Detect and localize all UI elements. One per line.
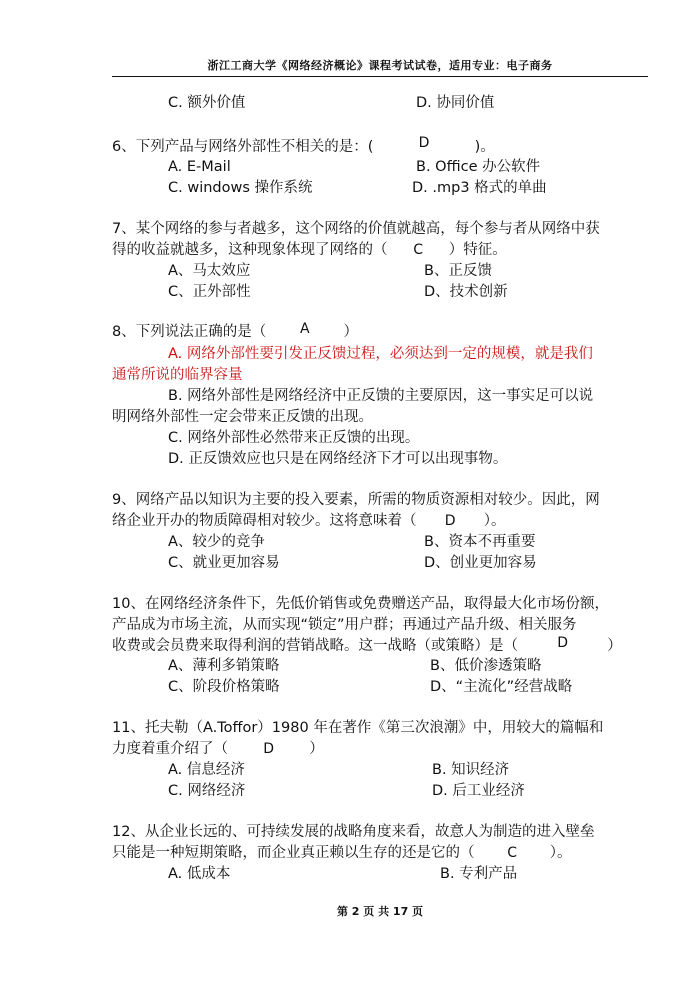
q12-line-2-text-a: 只能是一种短期策略，而企业真正赖以生存的还是它的（ xyxy=(112,845,475,861)
q9-option-b: B、资本不再重要 xyxy=(424,534,536,550)
q8-option-b-line-2: 明网络外部性一定会带来正反馈的出现。 xyxy=(112,409,373,425)
q10-option-c: C、阶段价格策略 xyxy=(168,679,280,695)
q10-line-3 xyxy=(112,636,622,656)
header-title: 浙江工商大学《网络经济概论》课程考试试卷，适用专业：电子商务 xyxy=(207,59,553,72)
q6-option-a: A. E-Mail xyxy=(168,159,231,175)
q7-option-b: B、正反馈 xyxy=(424,263,492,279)
q11-line-2-text-b: ） xyxy=(309,741,324,757)
q11-option-b: B. 知识经济 xyxy=(432,762,510,778)
q10-line-3-text-b: ） xyxy=(607,638,622,654)
q8-stem xyxy=(112,322,358,342)
q9-option-d: D、创业更加容易 xyxy=(424,555,537,571)
q9-option-a: A、较少的竞争 xyxy=(168,534,265,550)
q11-option-a: A. 信息经济 xyxy=(168,762,245,778)
q8-option-a-line-1: A. 网络外部性要引发正反馈过程，必须达到一定的规模，就是我们 xyxy=(168,346,593,362)
q10-answer: D xyxy=(557,635,568,651)
q9-line-2-text-b: ）。 xyxy=(483,513,506,529)
q5-option-c: C. 额外价值 xyxy=(168,95,246,111)
q11-line-2-text-a: 力度着重介绍了（ xyxy=(112,741,228,757)
q7-line-2 xyxy=(112,240,507,260)
q6-option-c: C. windows 操作系统 xyxy=(168,180,313,196)
q7-option-a: A、马太效应 xyxy=(168,263,251,279)
q8-option-b-line-1: B. 网络外部性是网络经济中正反馈的主要原因，这一事实足可以说 xyxy=(168,388,594,404)
q8-option-a-line-2: 通常所说的临界容量 xyxy=(112,367,243,383)
q6-stem-text-b: )。 xyxy=(474,139,495,155)
q5-option-d: D. 协同价值 xyxy=(416,95,495,111)
q9-line-2 xyxy=(112,511,505,531)
q10-line-2: 产品成为市场主流，从而实现“锁定”用户群；再通过产品升级、相关服务 xyxy=(112,617,577,633)
q7-line-2-text-a: 得的收益就越多，这种现象体现了网络的（ xyxy=(112,242,388,258)
q6-stem-text-a: 6、下列产品与网络外部性不相关的是：( xyxy=(112,139,374,155)
q12-option-b: B. 专利产品 xyxy=(440,866,518,882)
q12-option-a: A. 低成本 xyxy=(168,866,231,882)
q6-answer: D xyxy=(418,135,430,151)
q6-stem xyxy=(112,137,495,157)
q9-line-1: 9、网络产品以知识为主要的投入要素，所需的物质资源相对较少。因此，网 xyxy=(112,492,600,508)
q9-answer: D xyxy=(444,513,456,529)
q7-option-d: D、技术创新 xyxy=(424,284,508,300)
q10-line-1: 10、在网络经济条件下，先低价销售或免费赠送产品，取得最大化市场份额， xyxy=(112,596,609,612)
q11-option-d: D. 后工业经济 xyxy=(432,783,525,799)
q7-option-c: C、正外部性 xyxy=(168,284,251,300)
q7-line-1: 7、某个网络的参与者越多，这个网络的价值就越高，每个参与者从网络中获 xyxy=(112,221,600,237)
q12-answer: C xyxy=(507,845,517,861)
q6-option-b: B. Office 办公软件 xyxy=(416,159,541,175)
q11-option-c: C. 网络经济 xyxy=(168,783,246,799)
q10-option-a: A、薄利多销策略 xyxy=(168,658,280,674)
page-footer: 第 2 页 共 17 页 xyxy=(336,905,424,918)
q8-stem-text-a: 8、下列说法正确的是（ xyxy=(112,324,267,340)
q8-stem-text-b: ） xyxy=(343,324,358,340)
q8-answer: A xyxy=(300,321,310,337)
q10-option-d: D、“主流化”经营战略 xyxy=(430,679,573,695)
q7-answer: C xyxy=(413,242,423,258)
q9-option-c: C、就业更加容易 xyxy=(168,555,280,571)
q9-line-2-text-a: 络企业开办的物质障碍相对较少。这将意味着（ xyxy=(112,513,417,529)
q11-line-2 xyxy=(112,739,324,759)
q12-line-1: 12、从企业长远的、可持续发展的战略角度来看，故意人为制造的进入壁垒 xyxy=(112,824,595,840)
q11-answer: D xyxy=(263,741,274,757)
q12-line-2-text-b: ）。 xyxy=(549,845,572,861)
q6-option-d: D. .mp3 格式的单曲 xyxy=(412,180,547,196)
q10-line-3-text-a: 收费或会员费来取得利润的营销战略。这一战略（或策略）是（ xyxy=(112,638,518,654)
q10-option-b: B、低价渗透策略 xyxy=(430,658,542,674)
q7-line-2-text-b: ）特征。 xyxy=(448,242,507,258)
q11-line-1: 11、托夫勒（A.Toffor）1980 年在著作《第三次浪潮》中，用较大的篇幅和 xyxy=(112,720,604,736)
q12-line-2 xyxy=(112,843,571,863)
q8-option-d: D. 正反馈效应也只是在网络经济下才可以出现事物。 xyxy=(168,451,508,467)
q8-option-c: C. 网络外部性必然带来正反馈的出现。 xyxy=(168,430,420,446)
header-rule xyxy=(112,76,648,77)
